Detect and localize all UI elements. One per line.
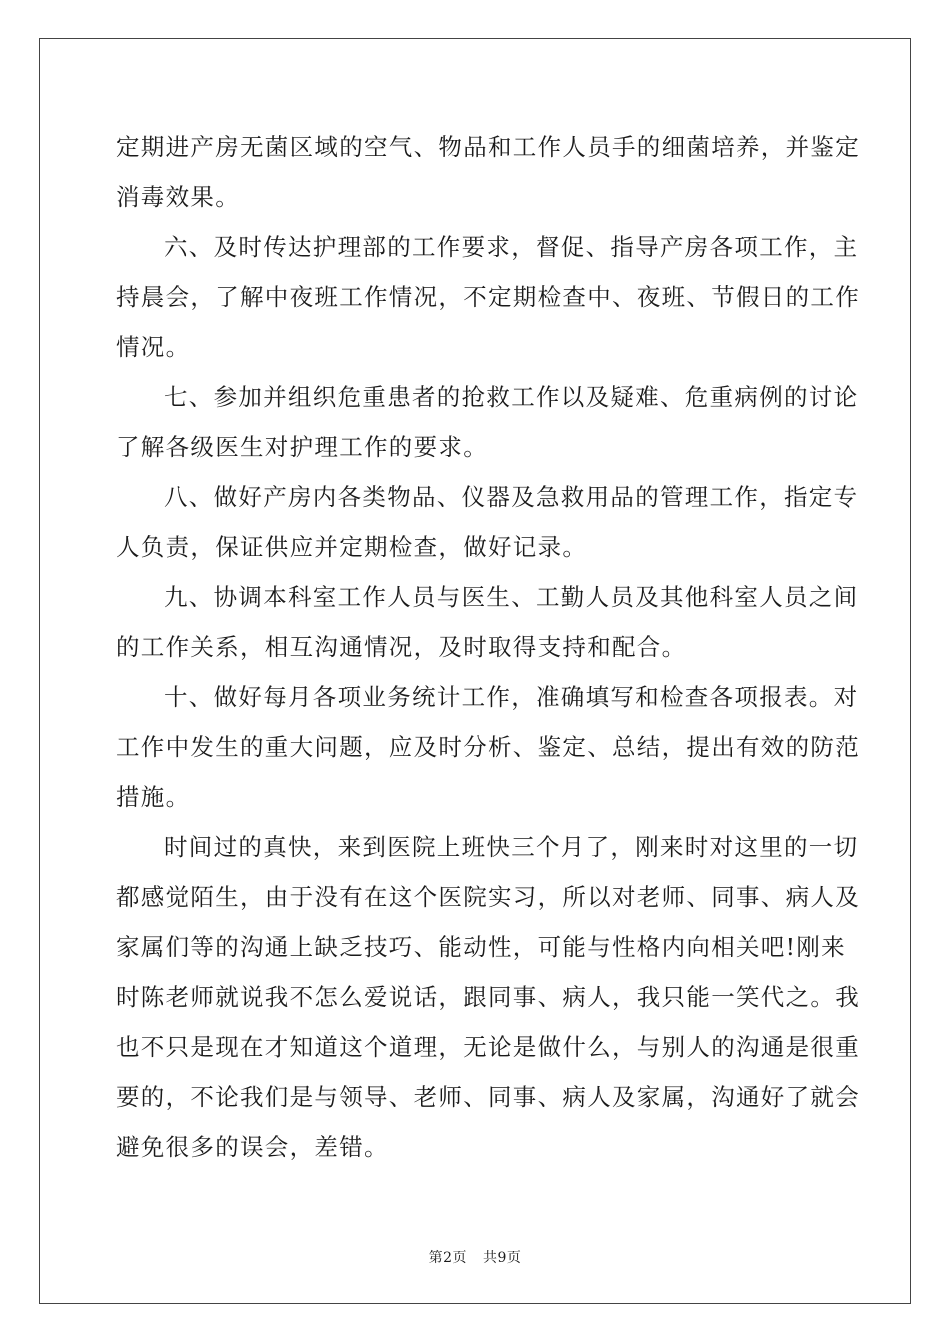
text-line: 措施。 [116, 783, 191, 811]
paragraph-reflection: 时间过的真快，来到医院上班快三个月了，刚来时对这里的一切 [164, 833, 859, 861]
paragraph-item-10: 十、做好每月各项业务统计工作，准确填写和检查各项报表。对 [164, 683, 859, 711]
text-line: 情况。 [116, 333, 191, 361]
paragraph-item-6: 六、及时传达护理部的工作要求，督促、指导产房各项工作，主 [164, 233, 859, 261]
text-line: 时陈老师就说我不怎么爱说话，跟同事、病人，我只能一笑代之。我 [116, 983, 860, 1011]
text-line: 定期进产房无菌区域的空气、物品和工作人员手的细菌培养，并鉴定 [116, 133, 860, 161]
text-line: 消毒效果。 [116, 183, 240, 211]
paragraph-item-7: 七、参加并组织危重患者的抢救工作以及疑难、危重病例的讨论 [164, 383, 859, 411]
text-line: 人负责，保证供应并定期检查，做好记录。 [116, 533, 588, 561]
paragraph-item-8: 八、做好产房内各类物品、仪器及急救用品的管理工作，指定专 [164, 483, 859, 511]
page-footer [0, 1247, 950, 1267]
page-number-current: 第2页 [428, 1250, 467, 1266]
text-line: 也不只是现在才知道这个道理，无论是做什么，与别人的沟通是很重 [116, 1033, 860, 1061]
text-line: 都感觉陌生，由于没有在这个医院实习，所以对老师、同事、病人及 [116, 883, 860, 911]
text-line: 持晨会，了解中夜班工作情况，不定期检查中、夜班、节假日的工作 [116, 283, 860, 311]
text-line: 工作中发生的重大问题，应及时分析、鉴定、总结，提出有效的防范 [116, 733, 860, 761]
text-line: 的工作关系，相互沟通情况，及时取得支持和配合。 [116, 633, 687, 661]
document-body [116, 122, 860, 1172]
text-line: 要的，不论我们是与领导、老师、同事、病人及家属，沟通好了就会 [116, 1083, 860, 1111]
page-number-total: 共9页 [483, 1250, 522, 1266]
text-line: 家属们等的沟通上缺乏技巧、能动性，可能与性格内向相关吧!刚来 [116, 933, 846, 961]
paragraph-item-9: 九、协调本科室工作人员与医生、工勤人员及其他科室人员之间 [164, 583, 859, 611]
text-line: 避免很多的误会，差错。 [116, 1133, 389, 1161]
text-line: 了解各级医生对护理工作的要求。 [116, 433, 488, 461]
